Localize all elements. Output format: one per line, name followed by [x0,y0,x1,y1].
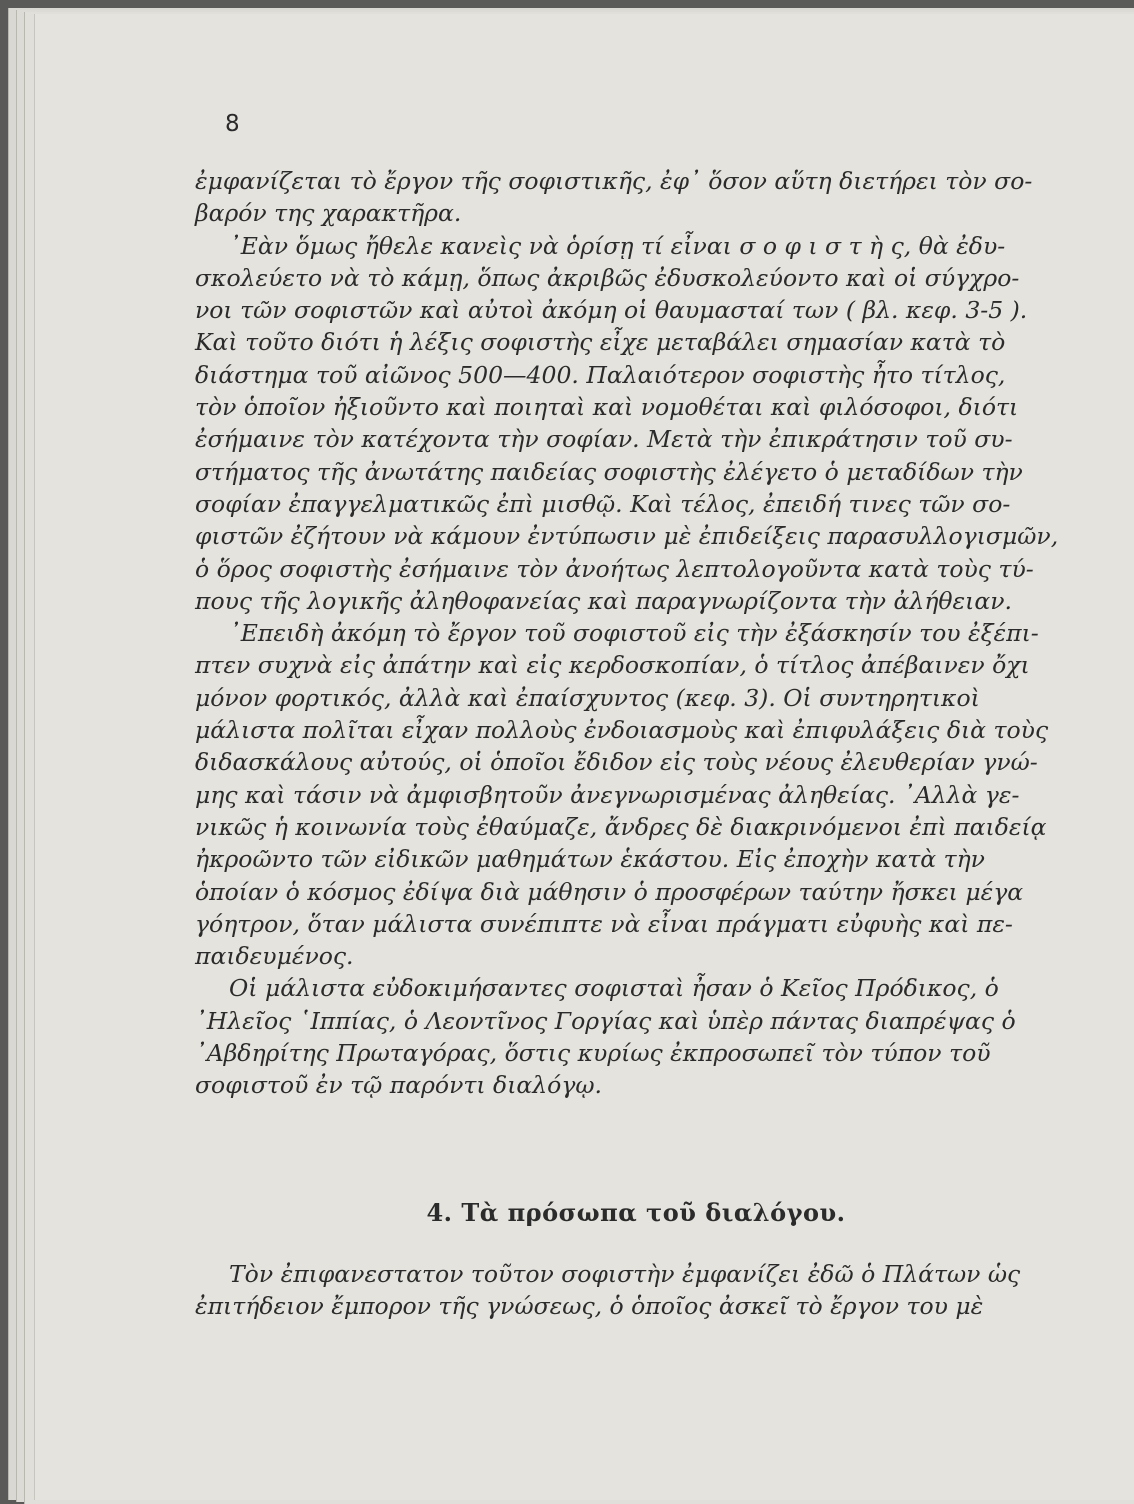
text-line: φιστῶν ἐζήτουν νὰ κάμουν ἐντύπωσιν μὲ ἐπιδείξεις παρασυλλογισμῶν, [195,522,1059,551]
text-line: Οἱ μάλιστα εὐδοκιμήσαντες σοφισταὶ ἦσαν ὁ Κεῖος Πρόδικος, ὁ [229,974,999,1003]
text-line: τὸν ὁποῖον ἠξιοῦντο καὶ ποιηταὶ καὶ νομοθέται καὶ φιλόσοφοι, διότι [195,393,1019,422]
text-line: σοφίαν ἐπαγγελματικῶς ἐπὶ μισθῷ. Καὶ τέλος, ἐπειδή τινες τῶν σο- [195,489,1011,518]
text-line: μόνον φορτικός, ἀλλὰ καὶ ἐπαίσχυντος (κεφ. 3). Οἱ συντηρητικοὶ [195,683,980,712]
text-line: νοι τῶν σοφιστῶν καὶ αὐτοὶ ἀκόμη οἱ θαυμασταί των ( βλ. κεφ. 3-5 ). [195,296,1028,325]
text-line: γόητρον, ὅταν μάλιστα συνέπιπτε νὰ εἶναι πράγματι εὐφυὴς καὶ πε- [195,909,1013,938]
text-line: μάλιστα πολῖται εἶχαν πολλοὺς ἐνδοιασμοὺς καὶ ἐπιφυλάξεις διὰ τοὺς [195,716,1049,745]
text-line: Καὶ τοῦτο διότι ἡ λέξις σοφιστὴς εἶχε μεταβάλει σημασίαν κατὰ τὸ [195,328,1006,357]
text-line: παιδευμένος. [195,942,354,971]
text-line: πτεν συχνὰ εἰς ἀπάτην καὶ εἰς κερδοσκοπίαν, ὁ τίτλος ἀπέβαινεν ὄχι [195,651,1030,680]
text-line: ᾽Επειδὴ ἀκόμη τὸ ἔργον τοῦ σοφιστοῦ εἰς τὴν ἐξάσκησίν του ἐξέπι- [229,619,1039,648]
page-number: 8 [225,111,240,137]
text-line: σοφιστοῦ ἐν τῷ παρόντι διαλόγῳ. [195,1071,603,1100]
text-line: Τὸν ἐπιφανεστατον τοῦτον σοφιστὴν ἐμφανίζει ἐδῶ ὁ Πλάτων ὡς [229,1260,1021,1288]
text-line: στήματος τῆς ἀνωτάτης παιδείας σοφιστὴς ἐλέγετο ὁ μεταδίδων τὴν [195,457,1023,486]
text-line: διδασκάλους αὐτούς, οἱ ὁποῖοι ἔδιδον εἰς τοὺς νέους ἐλευθερίαν γνώ- [195,748,1038,777]
text-line: ἠκροῶντο τῶν εἰδικῶν μαθημάτων ἑκάστου. Εἰς ἐποχὴν κατὰ τὴν [195,845,985,874]
text-line: ἐσήμαινε τὸν κατέχοντα τὴν σοφίαν. Μετὰ τὴν ἐπικράτησιν τοῦ συ- [195,425,1013,454]
text-line: πους τῆς λογικῆς ἀληθοφανείας καὶ παραγνωρίζοντα τὴν ἀλήθειαν. [195,586,1012,615]
text-line: σκολεύετο νὰ τὸ κάμῃ, ὅπως ἀκριβῶς ἐδυσκολεύοντο καὶ οἱ σύγχρο- [195,263,1020,292]
text-line: ἐμφανίζεται τὸ ἔργον τῆς σοφιστικῆς, ἐφ᾽ ὅσον αὕτη διετήρει τὸν σο- [195,167,1033,195]
text-line: ὁ ὅρος σοφιστὴς ἐσήμαινε τὸν ἀνοήτως λεπτολογοῦντα κατὰ τοὺς τύ- [195,554,1034,583]
text-line: ᾽Εὰν ὅμως ἤθελε κανεὶς νὰ ὁρίσῃ τί εἶναι σ ο φ ι σ τ ὴ ς, θὰ ἐδυ- [229,231,1006,260]
text-line: διάστημα τοῦ αἰῶνος 500—400. Παλαιότερον σοφιστὴς ἦτο τίτλος, [195,360,1006,389]
text-line: βαρόν της χαρακτῆρα. [195,199,462,228]
section-heading: 4. Τὰ πρόσωπα τοῦ διαλόγου. [426,1198,846,1227]
text-line: ἐπιτήδειον ἔμπορον τῆς γνώσεως, ὁ ὁποῖος ἀσκεῖ τὸ ἔργον του μὲ [195,1292,984,1321]
text-line: ὁποίαν ὁ κόσμος ἐδίψα διὰ μάθησιν ὁ προσφέρων ταύτην ἤσκει μέγα [195,877,1024,906]
text-line: νικῶς ἡ κοινωνία τοὺς ἐθαύμαζε, ἄνδρες δὲ διακρινόμενοι ἐπὶ παιδείᾳ [195,812,1047,841]
body-text-section-4 [195,1258,1077,1323]
text-line: ᾽Αβδηρίτης Πρωταγόρας, ὅστις κυρίως ἐκπροσωπεῖ τὸν τύπον τοῦ [195,1039,991,1068]
body-text-section-3 [195,165,1077,1102]
text-line: μης καὶ τάσιν νὰ ἀμφισβητοῦν ἀνεγνωρισμένας ἀληθείας. ᾽Αλλὰ γε- [195,780,1020,809]
text-line: ᾽Ηλεῖος ῾Ιππίας, ὁ Λεοντῖνος Γοργίας καὶ ὑπὲρ πάντας διαπρέψας ὁ [195,1006,1016,1035]
